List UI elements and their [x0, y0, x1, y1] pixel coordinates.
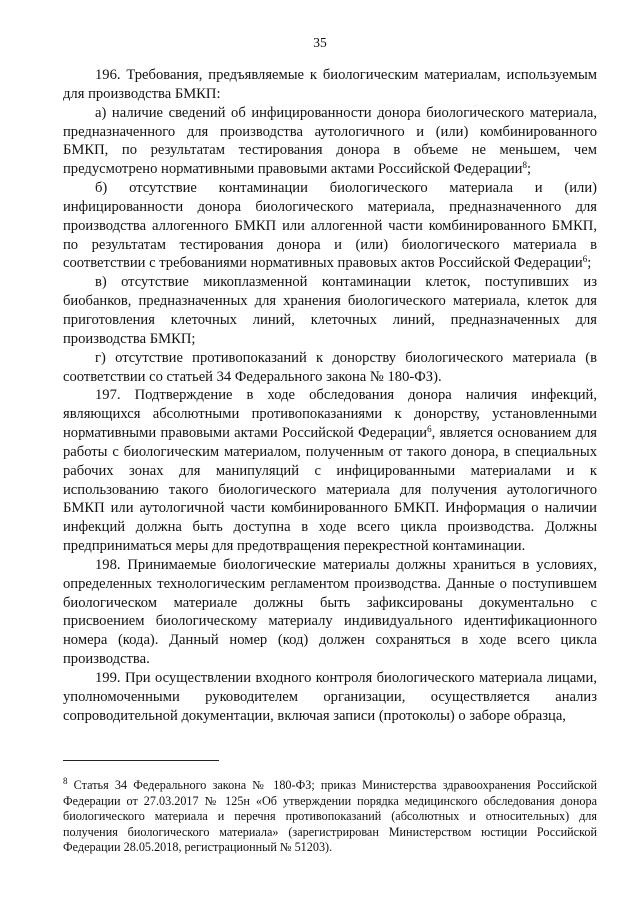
page-number: 35 [313, 35, 327, 50]
paragraph-197-text-before: 197. Подтверждение в ходе обследования донора наличия инфекций, являющихся абсолютными противопоказаниями к донорству, установленными нормативными правовыми актами Российской Федерации [63, 387, 597, 442]
footnote-marker: 8 [63, 776, 68, 786]
footnote-text: Статья 34 Федерального закона № 180-ФЗ; приказ Министерства здравоохранения Российской Федерации от 27.03.2017 № 125н «Об утверждении порядка медицинского обследования донора биологического материала и перечня противопоказаний (абсолютных и относительных) для получения биологического материала» (зарегистрирован Министерством юстиции Российской Федерации 28.05.2018, регистрационный № 51203). [63, 778, 597, 855]
paragraph-197-text-after: , является основанием для работы с биологическим материалом, полученным от такого донора, в специальных рабочих зонах для манипуляций с инфицированными материалами и к использованию такого биологического материала для получения аутологичного БМКП или аутологичной части комбинированного БМКП. Информация о наличии инфекций должна быть доступна в ходе всего цикла производства. Должны предприниматься меры для предотвращения перекрестной контаминации. [63, 425, 597, 555]
footnote-ref: 8 [522, 160, 527, 171]
footnote-separator [63, 760, 219, 761]
paragraph-196-v: в) отсутствие микоплазменной контаминации клеток, поступивших из биобанков, предназначенных для хранения биологического материала, клеток для приготовления клеточных линий, клеточных линий, предназначенных для производства БМКП; [63, 274, 597, 347]
paragraph-196-b-text: б) отсутствие контаминации биологического материала и (или) инфицированности донора биологического материала, предназначенного для производства аллогенного БМКП или аллогенной части комбинированного БМКП, по результатам тестирования донора и (или) биологического материала в соответствии с требованиями нормативных правовых актов Российской Федерации [63, 180, 597, 272]
paragraph-196-b-end: ; [587, 255, 592, 272]
paragraph-196-a-text: а) наличие сведений об инфицированности донора биологического материала, предназначенного для производства аутологичного и (или) комбинированного БМКП, по результатам тестирования донора в объеме не меньшем, чем предусмотрено нормативными правовыми актами Российской Федерации [63, 104, 597, 178]
paragraph-196-a-end: ; [526, 161, 532, 178]
document-body [63, 66, 597, 726]
footnote-ref: 6 [582, 254, 588, 265]
paragraph-199: 199. При осуществлении входного контроля биологического материала лицами, уполномоченными руководителем организации, осуществляется анализ сопроводительной документации, включая записи (протоколы) о заборе образца, [63, 670, 597, 724]
paragraph-196-a [63, 104, 597, 179]
paragraph-197 [63, 386, 597, 556]
paragraph-196-intro: 196. Требования, предъявляемые к биологическим материалам, используемым для производства БМКП: [63, 67, 597, 102]
paragraph-198: 198. Принимаемые биологические материалы должны храниться в условиях, определенных технологическим регламентом производства. Данные о поступившем биологическом материале должны быть зафиксированы документально с присвоением биологическому материалу индивидуального идентификационного номера (кода). Данный номер (код) должен сохраняться в ходе всего цикла производства. [63, 556, 597, 668]
footnote-ref: 6 [427, 424, 432, 435]
paragraph-196-g: г) отсутствие противопоказаний к донорству биологического материала (в соответствии со статьей 34 Федерального закона № 180-ФЗ). [63, 349, 597, 385]
paragraph-196-b [63, 179, 597, 273]
footnote [63, 778, 597, 856]
